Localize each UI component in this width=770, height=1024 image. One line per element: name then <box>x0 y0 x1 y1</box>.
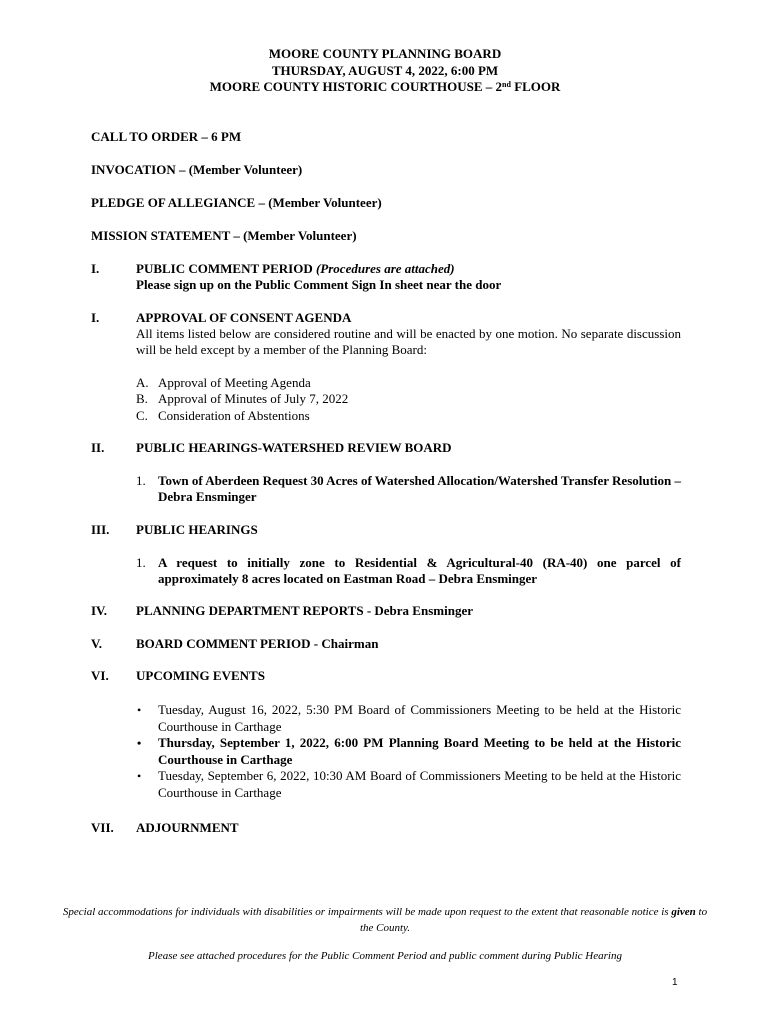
item-marker: 1. <box>136 473 146 488</box>
section-board-comment <box>91 636 681 652</box>
list-item <box>136 473 681 505</box>
item-text: Approval of Minutes of July 7, 2022 <box>158 391 349 407</box>
consent-items-list <box>136 375 681 424</box>
section-title: PUBLIC HEARINGS <box>136 522 258 537</box>
list-item <box>136 408 681 424</box>
section-number: IV. <box>91 603 108 618</box>
section-adjournment <box>91 820 681 836</box>
section-watershed-review <box>91 440 681 505</box>
section-number: III. <box>91 522 110 537</box>
consent-description: All items listed below are considered routine and will be enacted by one motion. No separate discussion will be held except by a member of the Planning Board: <box>136 326 681 357</box>
section-title: UPCOMING EVENTS <box>136 668 265 683</box>
section-number: VI. <box>91 668 109 683</box>
bullet-icon: • <box>137 703 142 717</box>
notice-text-end: to the County. <box>359 906 708 934</box>
section-public-hearings <box>91 522 681 587</box>
meeting-location <box>0 79 770 96</box>
location-floor: FLOOR <box>510 79 561 94</box>
section-number: I. <box>91 261 100 276</box>
item-marker: B. <box>136 391 148 407</box>
location-text: MOORE COUNTY HISTORIC COURTHOUSE – 2 <box>209 79 503 94</box>
section-title: PUBLIC COMMENT PERIOD <box>136 261 316 276</box>
list-item <box>136 702 681 735</box>
event-text: Tuesday, September 6, 2022, 10:30 AM Board of Commissioners Meeting to be held at the Historic Courthouse in Carthage <box>158 768 681 800</box>
floor-suffix: nd <box>502 80 511 89</box>
list-item <box>136 391 681 407</box>
pledge-of-allegiance: PLEDGE OF ALLEGIANCE – (Member Volunteer) <box>91 195 382 210</box>
meeting-date: THURSDAY, AUGUST 4, 2022, 6:00 PM <box>271 62 499 78</box>
procedures-note: (Procedures are attached) <box>315 261 455 276</box>
item-text: Town of Aberdeen Request 30 Acres of Watershed Allocation/Watershed Transfer Resolution – Debra Ensminger <box>158 473 682 504</box>
list-item <box>136 768 681 801</box>
list-item <box>136 735 681 768</box>
section-title: PUBLIC HEARINGS-WATERSHED REVIEW BOARD <box>136 440 452 455</box>
section-department-reports <box>91 603 681 619</box>
procedures-notice: Please see attached procedures for the Public Comment Period and public comment during Public Hearing <box>148 950 622 962</box>
section-title: BOARD COMMENT PERIOD - Chairman <box>136 636 379 651</box>
item-text: Approval of Meeting Agenda <box>158 375 311 390</box>
page-number: 1 <box>672 977 678 988</box>
section-number: V. <box>91 636 102 651</box>
list-item <box>136 375 681 391</box>
accommodations-notice <box>60 905 710 936</box>
board-name: MOORE COUNTY PLANNING BOARD <box>268 46 502 61</box>
mission-statement: MISSION STATEMENT – (Member Volunteer) <box>91 228 357 243</box>
section-title: APPROVAL OF CONSENT AGENDA <box>136 310 352 325</box>
bullet-icon: • <box>137 736 142 750</box>
section-number: VII. <box>91 820 114 835</box>
item-text: A request to initially zone to Residential & Agricultural-40 (RA-40) one parcel of approximately 8 acres located on Eastman Road – Debra Ensminger <box>158 555 681 586</box>
item-marker: C. <box>136 407 148 423</box>
section-title: PLANNING DEPARTMENT REPORTS - Debra Ensminger <box>136 603 473 618</box>
notice-text: Special accommodations for individuals with disabilities or impairments will be made upon request to the extent that reasonable notice is <box>62 906 672 918</box>
invocation: INVOCATION – (Member Volunteer) <box>91 162 303 177</box>
call-to-order: CALL TO ORDER – 6 PM <box>91 129 242 144</box>
bullet-icon: • <box>137 769 142 783</box>
section-title: ADJOURNMENT <box>136 820 239 835</box>
event-text: Tuesday, August 16, 2022, 5:30 PM Board of Commissioners Meeting to be held at the Historic Courthouse in Carthage <box>158 702 681 734</box>
notice-emphasis: given <box>671 906 696 918</box>
item-text: Consideration of Abstentions <box>158 407 310 423</box>
section-consent-agenda <box>91 310 681 424</box>
event-text: Thursday, September 1, 2022, 6:00 PM Planning Board Meeting to be held at the Historic Courthouse in Carthage <box>158 735 681 767</box>
section-public-comment <box>91 261 681 293</box>
section-number: II. <box>91 440 105 455</box>
item-marker: A. <box>136 375 149 390</box>
sign-in-instruction: Please sign up on the Public Comment Sign In sheet near the door <box>136 277 502 292</box>
agenda-header <box>0 46 770 96</box>
list-item <box>136 555 681 587</box>
item-marker: 1. <box>136 555 146 570</box>
section-upcoming-events <box>91 668 681 801</box>
section-number: I. <box>91 310 100 325</box>
